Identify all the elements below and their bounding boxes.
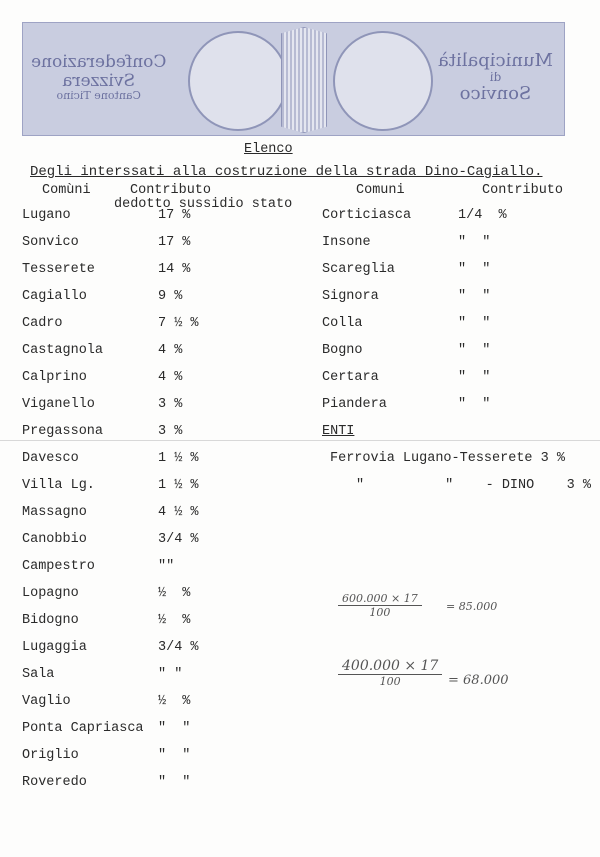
- comune-name: Scareglia: [322, 262, 395, 277]
- contributo-value: ½ %: [158, 613, 191, 628]
- letterhead-banner: [22, 22, 565, 136]
- comune-name: Pregassona: [22, 424, 104, 439]
- contributo-value: " ": [458, 289, 491, 304]
- contributo-value: " ": [158, 748, 191, 763]
- comune-name: Bogno: [322, 343, 363, 358]
- contributo-value: 17 %: [158, 208, 191, 223]
- comune-name: Cagiallo: [22, 289, 87, 304]
- comune-name: Calprino: [22, 370, 87, 385]
- subtitle: Degli interssati alla costruzione della strada Dino-Cagiallo.: [30, 164, 543, 180]
- contributo-value: " ": [158, 721, 191, 736]
- enti-row: [330, 451, 565, 466]
- contributo-value: " ": [458, 262, 491, 277]
- contributo-value: 1 ½ %: [158, 478, 199, 493]
- comune-name: Canobbio: [22, 532, 87, 547]
- comune-name: Origlio: [22, 748, 79, 763]
- municipal-seal-icon: [333, 31, 433, 131]
- handwritten-calc-1: [338, 592, 422, 619]
- comune-name: Davesco: [22, 451, 79, 466]
- comune-name: Ponta Capriasca: [22, 721, 144, 736]
- numerator: 400.000 × 17: [338, 658, 442, 675]
- header-contributo-left: Contributo: [130, 183, 212, 198]
- letterhead-line: Svizzera: [62, 70, 136, 91]
- header-comuni-left: Comùni: [42, 183, 91, 198]
- comune-name: Villa Lg.: [22, 478, 95, 493]
- letterhead-line: Municipalità: [438, 50, 553, 71]
- comune-name: Massagno: [22, 505, 87, 520]
- enti-value: 3 %: [540, 451, 565, 466]
- contributo-value: 1/4 %: [458, 208, 507, 223]
- contributo-value: 4 ½ %: [158, 505, 199, 520]
- denominator: 100: [369, 606, 391, 619]
- contributo-value: 3 %: [158, 397, 183, 412]
- contributo-value: 17 %: [158, 235, 191, 250]
- contributo-value: " ": [458, 316, 491, 331]
- enti-heading: ENTI: [322, 424, 355, 439]
- contributo-value: 3 %: [158, 424, 183, 439]
- contributo-value: "": [158, 559, 175, 574]
- comune-name: Lopagno: [22, 586, 79, 601]
- denominator: 100: [379, 675, 401, 688]
- contributo-value: " ": [458, 235, 491, 250]
- handwritten-result-1: = 85.000: [446, 600, 498, 613]
- letterhead-left: [31, 53, 166, 102]
- enti-name: Ferrovia Lugano-Tesserete: [330, 451, 533, 466]
- header-contributo-right: Contributo: [482, 183, 564, 198]
- handwritten-result-2: = 68.000: [448, 673, 509, 688]
- contributo-value: 3/4 %: [158, 640, 199, 655]
- contributo-value: 7 ½ %: [158, 316, 199, 331]
- title: Elenco: [244, 142, 293, 157]
- letterhead-line: Cantone Ticino: [56, 89, 141, 103]
- comune-name: Insone: [322, 235, 371, 250]
- comune-name: Lugano: [22, 208, 71, 223]
- contributo-value: ½ %: [158, 586, 191, 601]
- contributo-value: " ": [158, 667, 183, 682]
- enti-name: " " - DINO: [356, 478, 535, 493]
- contributo-value: 9 %: [158, 289, 183, 304]
- header-comuni-right: Comuni: [356, 183, 405, 198]
- handwritten-calc-2: [338, 658, 442, 688]
- numerator: 600.000 × 17: [338, 592, 422, 606]
- enti-row: [356, 478, 591, 493]
- letterhead-right: [438, 51, 553, 104]
- comune-name: Lugaggia: [22, 640, 87, 655]
- comune-name: Roveredo: [22, 775, 87, 790]
- letterhead-line: di: [489, 69, 502, 84]
- contributo-value: 1 ½ %: [158, 451, 199, 466]
- comune-name: Sala: [22, 667, 55, 682]
- shield-icon: [281, 27, 327, 133]
- comune-name: Piandera: [322, 397, 387, 412]
- comune-name: Castagnola: [22, 343, 104, 358]
- comune-name: Signora: [322, 289, 379, 304]
- contributo-value: 4 %: [158, 370, 183, 385]
- comune-name: Cadro: [22, 316, 63, 331]
- comune-name: Corticiasca: [322, 208, 412, 223]
- contributo-value: " ": [458, 370, 491, 385]
- contributo-value: 4 %: [158, 343, 183, 358]
- enti-value: 3 %: [566, 478, 591, 493]
- comune-name: Vaglio: [22, 694, 71, 709]
- contributo-value: 3/4 %: [158, 532, 199, 547]
- comune-name: Certara: [322, 370, 379, 385]
- contributo-value: ½ %: [158, 694, 191, 709]
- letterhead-line: Sonvico: [459, 82, 532, 104]
- comune-name: Sonvico: [22, 235, 79, 250]
- canton-seal-icon: [188, 31, 288, 131]
- letterhead-line: Confederazione: [31, 52, 167, 72]
- contributo-value: " ": [158, 775, 191, 790]
- comune-name: Bidogno: [22, 613, 79, 628]
- comune-name: Viganello: [22, 397, 95, 412]
- contributo-value: 14 %: [158, 262, 191, 277]
- comune-name: Campestro: [22, 559, 95, 574]
- comune-name: Colla: [322, 316, 363, 331]
- header-note: dedotto sussidio stato: [114, 197, 293, 212]
- contributo-value: " ": [458, 397, 491, 412]
- comune-name: Tesserete: [22, 262, 95, 277]
- paper-fold: [0, 440, 600, 441]
- contributo-value: " ": [458, 343, 491, 358]
